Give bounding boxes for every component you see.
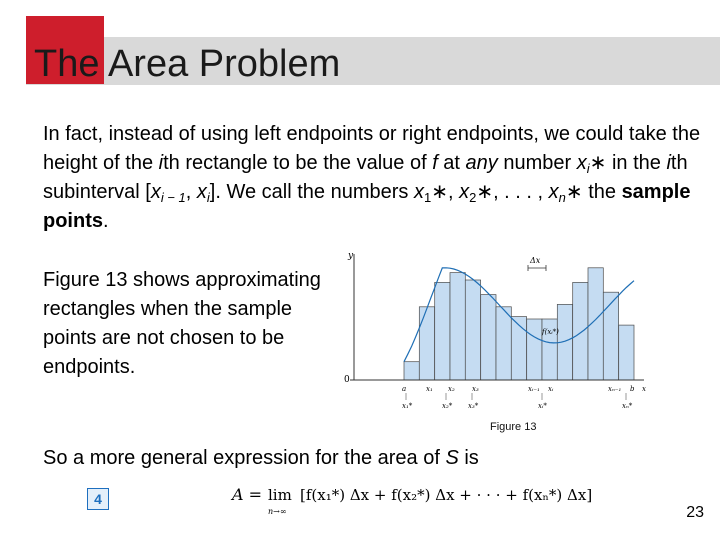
math-f: f xyxy=(432,152,438,174)
math-sub: i xyxy=(206,190,210,205)
intro-text: number xyxy=(497,152,577,174)
math-x: x xyxy=(576,152,587,174)
term-sample-points: sample points xyxy=(43,181,691,232)
general-text: is xyxy=(458,447,479,469)
x-tick-label: xᵢ₋₁ xyxy=(528,385,540,393)
sample-point-label: xₙ* xyxy=(622,402,633,410)
x-tick-label: x xyxy=(642,385,646,393)
math-star: ∗ the xyxy=(565,181,622,203)
intro-text: at xyxy=(437,152,466,174)
sample-point-label: x₁* xyxy=(402,402,413,410)
equation-number-badge: 4 xyxy=(87,488,109,510)
intro-text: ]. We call the numbers xyxy=(209,181,414,203)
approximating-rectangle xyxy=(511,317,526,380)
origin-label: 0 xyxy=(344,375,350,385)
approximating-rectangle xyxy=(573,282,588,380)
slide-title: The Area Problem xyxy=(34,43,341,85)
math-sub: 1 xyxy=(423,190,432,205)
delta-x-label: Δx xyxy=(530,256,541,265)
approximating-rectangle xyxy=(419,307,434,380)
math-i: i xyxy=(158,152,164,174)
y-axis-label: y xyxy=(348,251,354,261)
approximating-rectangle xyxy=(435,282,450,380)
x-tick-label: x₃ xyxy=(472,385,479,393)
intro-text: . xyxy=(103,210,109,232)
emphasis-any: any xyxy=(465,152,498,174)
math-sub: i − 1 xyxy=(160,190,186,205)
intro-paragraph xyxy=(43,120,703,236)
intro-text: , xyxy=(185,181,197,203)
x-tick-label: x₂ xyxy=(448,385,455,393)
math-s: S xyxy=(445,447,459,469)
math-sub: n xyxy=(558,190,566,205)
math-star: ∗ xyxy=(589,152,607,174)
math-sub: i xyxy=(586,161,590,176)
math-x: x xyxy=(196,181,207,203)
math-sub: 2 xyxy=(469,190,477,205)
general-expression-text xyxy=(43,444,479,473)
math-x: x xyxy=(459,181,470,203)
general-text: So a more general expression for the area of xyxy=(43,447,446,469)
f-xi-label: f(xᵢ*) xyxy=(542,328,559,336)
math-x: x xyxy=(548,181,559,203)
intro-text: in the xyxy=(606,152,667,174)
figure-13 xyxy=(338,248,650,414)
intro-text: th rectangle to be the value of xyxy=(163,152,433,174)
figure-description: Figure 13 shows approximating rectangles when the sample points are not chosen to be endpoints. xyxy=(43,269,321,378)
x-tick-label: xᵢ xyxy=(548,385,554,393)
approximating-rectangle xyxy=(465,280,480,380)
formula-svg xyxy=(228,478,628,520)
approximating-rectangle xyxy=(603,292,618,380)
x-tick-label: x₁ xyxy=(426,385,433,393)
area-formula xyxy=(228,478,628,520)
math-x: x xyxy=(413,181,424,203)
math-i: i xyxy=(666,152,671,174)
x-tick-label: xₙ₋₁ xyxy=(608,385,622,393)
approximating-rectangle xyxy=(450,273,465,380)
approximating-rectangle xyxy=(619,325,634,380)
sample-point-label: x₂* xyxy=(442,402,453,410)
math-x: x xyxy=(150,181,161,203)
approximating-rectangle xyxy=(496,307,511,380)
math-star: ∗, . . . , xyxy=(476,181,549,203)
x-tick-label: a xyxy=(402,385,407,393)
sample-point-label: x₃* xyxy=(468,402,479,410)
approximating-rectangle xyxy=(404,362,419,380)
riemann-sum-figure xyxy=(338,248,650,414)
intro-text: In fact, instead of using left endpoints or right endpoints, we could take the height of the xyxy=(43,123,701,174)
sample-point-label: xᵢ* xyxy=(538,402,547,410)
page-number: 23 xyxy=(686,504,704,521)
formula-lim: lim xyxy=(268,486,292,504)
formula-lhs: A = xyxy=(232,485,263,504)
approximating-rectangle xyxy=(481,295,496,380)
math-star: ∗, xyxy=(431,181,460,203)
intro-text: th subinterval [ xyxy=(43,152,688,203)
formula-body: [f(x₁*) Δx + f(x₂*) Δx + · · · + f(xₙ*) Δx] xyxy=(300,486,593,504)
x-tick-label: b xyxy=(630,385,635,393)
figure-caption: Figure 13 xyxy=(490,421,537,433)
approximating-rectangle xyxy=(527,319,542,380)
formula-lim-sub: n→∞ xyxy=(268,507,287,516)
